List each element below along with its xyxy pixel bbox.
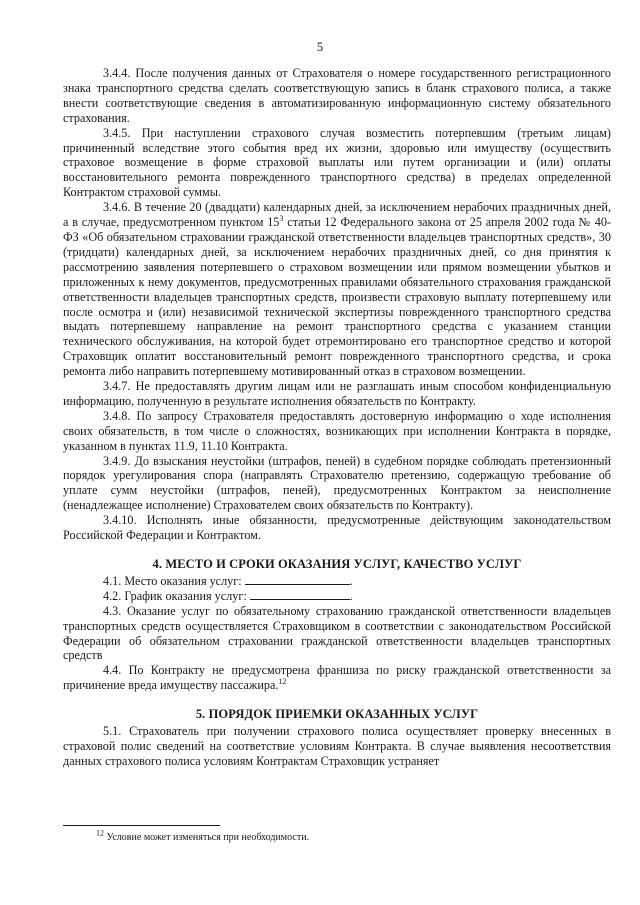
place-blank-field (245, 574, 350, 585)
page-number: 5 (316, 40, 324, 54)
clause-3-4-10: 3.4.10. Исполнять иные обязанности, предусмотренные действующим законодательством Российской Федерации и Контрактом. (63, 513, 611, 543)
footnote (96, 828, 310, 843)
clause-3-4-6 (63, 200, 611, 379)
schedule-label: 4.2. График оказания услуг: (103, 588, 250, 603)
clause-3-4-5: 3.4.5. При наступлении страхового случая возместить потерпевшим (третьим лицам) причиненный вследствие этого события вред их жизни, здоровью или имуществу (осуществить страховое возмещение в форме страховой выплаты или путем организации и (или) оплаты восстановительного ремонта поврежденного транспортного средства) в пределах определенной Контрактом страховой суммы. (63, 125, 611, 200)
clause-4-1: 4.1. Место оказания услуг: . (103, 573, 353, 588)
page-content (63, 66, 611, 769)
footnote-reference: 12 (278, 677, 287, 687)
footnote-mark: 12 (96, 828, 104, 838)
section-4-heading: 4. МЕСТО И СРОКИ ОКАЗАНИЯ УСЛУГ, КАЧЕСТВО УСЛУГ (152, 557, 522, 571)
clause-4-4-text: 4.4. По Контракту не предусмотрена франшиза по риску гражданской ответственности за причинение вреда имуществу пассажира. (63, 663, 611, 693)
clause-4-2: 4.2. График оказания услуг: . (103, 588, 353, 603)
clause-3-4-6-part1: 3.4.6. В течение 20 (двадцати) календарных дней, за исключением нерабочих праздничных дней, а в случае, предусмотренном пунктом 15 (63, 200, 611, 230)
clause-3-4-7: 3.4.7. Не предоставлять другим лицам или не разглашать иным способом конфиденциальную информацию, полученную в результате исполнения обязательств по Контракту. (63, 379, 611, 408)
place-label: 4.1. Место оказания услуг: (103, 573, 245, 588)
clause-3-4-6-superscript: 3 (279, 214, 284, 223)
section-5-heading: 5. ПОРЯДОК ПРИЕМКИ ОКАЗАННЫХ УСЛУГ (195, 707, 479, 722)
clause-4-4 (63, 663, 611, 693)
schedule-blank-field (250, 589, 350, 600)
clause-3-4-9: 3.4.9. До взыскания неустойки (штрафов, пеней) в судебном порядке соблюдать претензионный порядок урегулирования спора (направлять Страхователю претензию, содержащую требование об уплате сумм неустойки (штрафов, пеней), предусмотренных Контрактом за неисполнение (ненадлежащее исполнение) Страхователем своих обязательств по Контракту). (63, 453, 611, 513)
clause-3-4-4: 3.4.4. После получения данных от Страхователя о номере государственного регистрационного знака транспортного средства сделать соответствующую запись в бланк страхового полиса, а также внести соответствующие сведения в автоматизированную информационную систему обязательного страхования. (63, 66, 611, 125)
clause-5-1: 5.1. Страхователь при получении страхового полиса осуществляет проверку внесенных в страховой полис сведений на соответствие условиям Контракта. В случае выявления несоответствия данных страхового полиса условиям Контрактам Страховщик устраняет (63, 724, 611, 768)
clause-3-4-8: 3.4.8. По запросу Страхователя предоставлять достоверную информацию о ходе исполнения своих обязательств, в том числе о сложностях, возникающих при исполнении Контракта в порядке, указанном в пунктах 11.9, 11.10 Контракта. (63, 408, 611, 453)
footnote-text: Условие может изменяться при необходимости. (104, 832, 310, 843)
clause-4-3: 4.3. Оказание услуг по обязательному страхованию гражданской ответственности владельцев транспортных средств осуществляется Страховщиком в соответствии с законодательством Российской Федерации об обязательном страховании гражданской ответственности владельцев транспортных средств (63, 603, 611, 663)
clause-3-4-6-part2: статьи 12 Федерального закона от 25 апреля 2002 года № 40-ФЗ «Об обязательном страховании гражданской ответственности владельцев транспортных средств», 30 (тридцати) календарных дней, за исключением нерабочих праздничных дней, со дня принятия к рассмотрению заявления потерпевшего о страховом возмещении или прямом возмещении убытков и приложенных к нему документов, предусмотренных правилами обязательного страхования гражданской ответственности владельцев транспортных средств, произвести страховую выплату потерпевшему или после осмотра и (или) независимой технической экспертизы поврежденного транспортного средства выдать потерпевшему направление на ремонт транспортного средства с указанием станции технического обслуживания, на которой будет отремонтировано его транспортное средство и которой Страховщик оплатит восстановительный ремонт поврежденного транспортного средства, и срока ремонта либо направить потерпевшему мотивированный отказ в страховом возмещении. (63, 215, 611, 379)
footnote-divider (63, 825, 220, 826)
